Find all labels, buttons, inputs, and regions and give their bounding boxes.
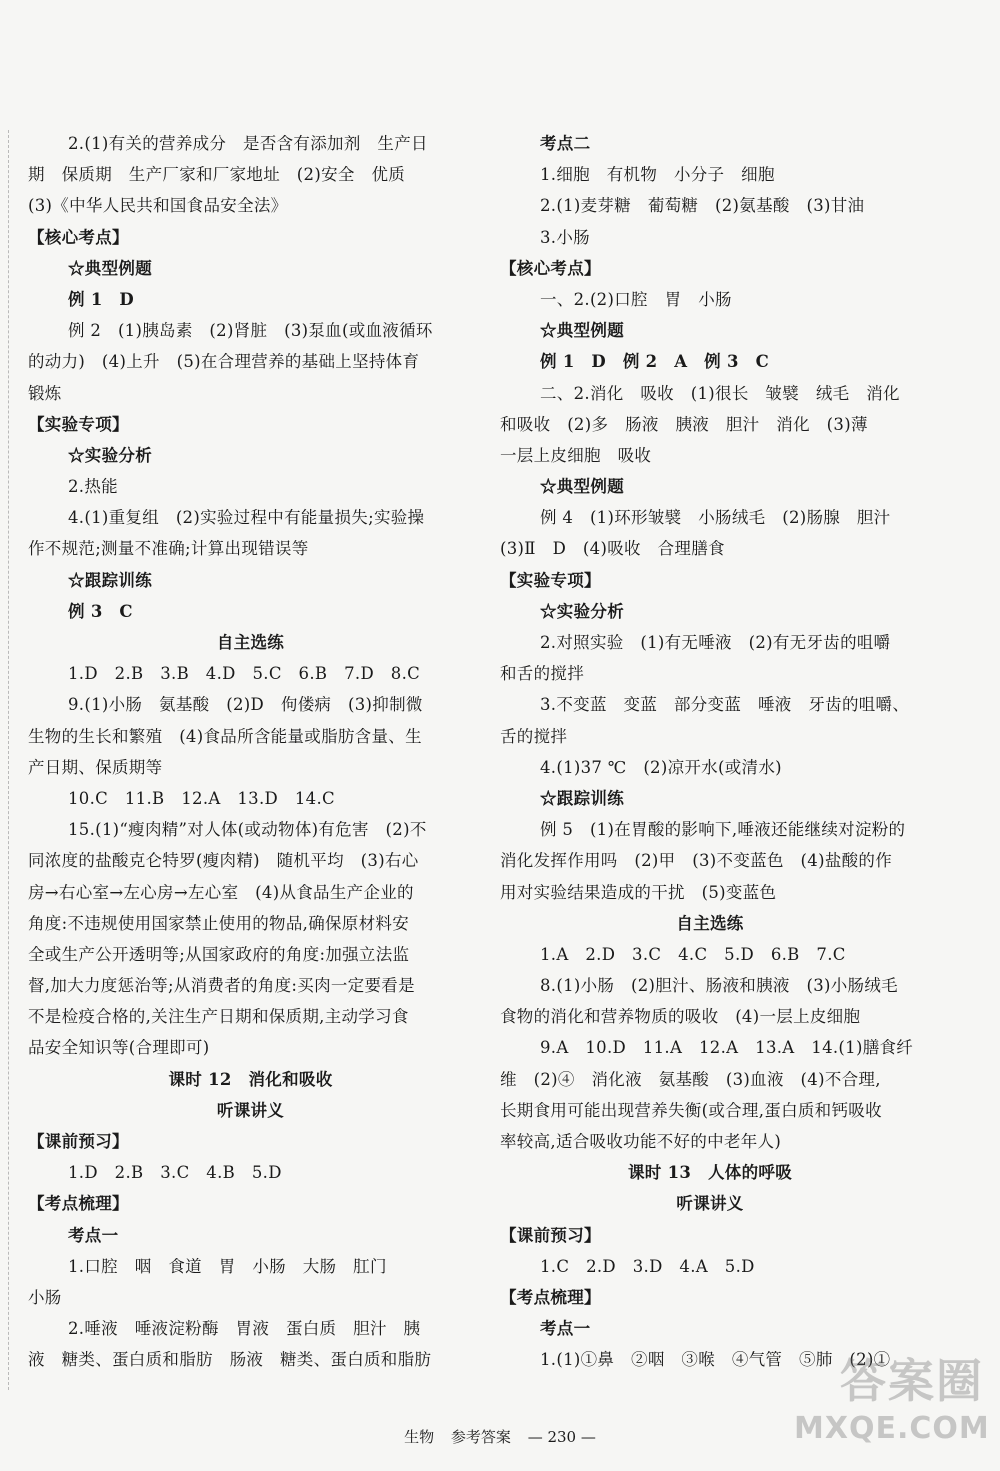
left-column-line: 【核心考点】 (28, 227, 129, 247)
right-column-line: 考点一 (540, 1319, 591, 1339)
right-column-line: 例 1 D 例 2 A 例 3 C (540, 352, 770, 372)
left-column-line: 1.口腔 咽 食道 胃 小肠 大肠 肛门 (68, 1256, 387, 1276)
left-column-line: 15.(1)“瘦肉精”对人体(或动物体)有危害 (2)不 (68, 820, 427, 840)
left-column-line: 的动力) (4)上升 (5)在合理营养的基础上坚持体育 (28, 352, 420, 372)
left-column-line: 2.(1)有关的营养成分 是否含有添加剂 生产日 (68, 134, 428, 153)
right-column-line: 自主选练 (676, 913, 744, 933)
footer-subject: 生物 (404, 1428, 435, 1446)
right-column-line: 4.(1)37 ℃ (2)凉开水(或清水) (540, 757, 782, 777)
watermark-bottom: MXQE.COM (794, 1411, 990, 1446)
left-column-line: (3)《中华人民共和国食品安全法》 (28, 196, 288, 216)
left-column-line: 听课讲义 (216, 1100, 285, 1120)
right-column-line: 2.对照实验 (1)有无唾液 (2)有无牙齿的咀嚼 (540, 633, 891, 652)
left-column-line: 4.(1)重复组 (2)实验过程中有能量损失;实验操 (68, 508, 425, 528)
left-column-line: 自主选练 (216, 633, 285, 652)
right-column-line: 维 (2)④ 消化液 氨基酸 (3)血液 (4)不合理, (500, 1069, 881, 1089)
left-column-line: 【考点梳理】 (28, 1194, 129, 1214)
right-column-line: 1.(1)①鼻 ②咽 ③喉 ④气管 ⑤肺 (2)① (540, 1350, 891, 1370)
right-column-line: 9.A 10.D 11.A 12.A 13.A 14.(1)膳食纤 (540, 1038, 914, 1058)
left-column (28, 128, 473, 1376)
right-column-line: ☆实验分析 (540, 601, 624, 621)
right-column-line: 【课前预习】 (500, 1225, 601, 1245)
right-column-line: (3)Ⅱ D (4)吸收 合理膳食 (500, 539, 725, 559)
left-column-line: ☆典型例题 (68, 258, 152, 278)
right-column-line: ☆典型例题 (540, 477, 624, 497)
right-column-line: 3.小肠 (540, 227, 590, 247)
right-column-line: 二、2.消化 吸收 (1)很长 皱襞 绒毛 消化 (540, 383, 900, 403)
left-column-line: 作不规范;测量不准确;计算出现错误等 (28, 539, 309, 559)
left-column-line: 课时 12 消化和吸收 (168, 1069, 333, 1089)
left-column-line: ☆跟踪训练 (68, 570, 152, 590)
right-column-line: 【核心考点】 (500, 258, 601, 278)
left-column-line: 9.(1)小肠 氨基酸 (2)D 佝偻病 (3)抑制微 (68, 695, 423, 715)
right-column-line: 率较高,适合吸收功能不好的中老年人) (500, 1132, 782, 1151)
left-column-line: 例 3 C (68, 601, 133, 621)
right-column-line: 1.A 2.D 3.C 4.C 5.D 6.B 7.C (540, 944, 846, 964)
right-column (500, 128, 920, 1376)
left-column-line: 不是检疫合格的,关注生产日期和保质期,主动学习食 (28, 1007, 409, 1027)
right-column-line: 考点二 (540, 134, 591, 153)
left-column-line: 1.D 2.B 3.B 4.D 5.C 6.B 7.D 8.C (68, 664, 421, 684)
left-column-line: 产日期、保质期等 (28, 757, 163, 777)
left-column-line: 液 糖类、蛋白质和脂肪 肠液 糖类、蛋白质和脂肪 (28, 1350, 432, 1370)
left-column-line: ☆实验分析 (68, 445, 152, 465)
right-column-line: 舌的搅拌 (500, 726, 568, 746)
right-column-line: 食物的消化和营养物质的吸收 (4)一层上皮细胞 (500, 1007, 861, 1027)
left-column-line: 【课前预习】 (28, 1132, 129, 1151)
left-column-line: 房→右心室→左心房→左心室 (4)从食品生产企业的 (28, 882, 414, 902)
right-column-line: 一层上皮细胞 吸收 (500, 445, 652, 465)
right-column-line: 【考点梳理】 (500, 1287, 601, 1307)
right-column-line: 1.C 2.D 3.D 4.A 5.D (540, 1256, 755, 1276)
right-column-line: 课时 13 人体的呼吸 (627, 1163, 792, 1183)
footer-label: 参考答案 (450, 1428, 511, 1446)
left-column-line: 期 保质期 生产厂家和厂家地址 (2)安全 优质 (28, 165, 406, 185)
left-column-line: 【实验专项】 (28, 414, 129, 434)
right-column-line: 1.细胞 有机物 小分子 细胞 (540, 165, 775, 185)
left-column-line: 2.唾液 唾液淀粉酶 胃液 蛋白质 胆汁 胰 (68, 1319, 421, 1339)
right-column-line: 长期食用可能出现营养失衡(或合理,蛋白质和钙吸收 (500, 1100, 882, 1120)
right-column-line: ☆跟踪训练 (540, 788, 624, 808)
right-column-line: 一、2.(2)口腔 胃 小肠 (540, 289, 732, 309)
left-column-line: 例 1 D (68, 289, 135, 309)
right-column-line: 2.(1)麦芽糖 葡萄糖 (2)氨基酸 (3)甘油 (540, 196, 865, 216)
left-column-line: 生物的生长和繁殖 (4)食品所含能量或脂肪含量、生 (28, 726, 422, 746)
left-column-line: 品安全知识等(合理即可) (28, 1038, 210, 1058)
left-column-line: 例 2 (1)胰岛素 (2)肾脏 (3)泵血(或血液循环 (68, 321, 433, 341)
left-column-line: 1.D 2.B 3.C 4.B 5.D (68, 1163, 282, 1183)
right-column-line: ☆典型例题 (540, 321, 624, 341)
left-column-line: 10.C 11.B 12.A 13.D 14.C (68, 788, 335, 808)
left-column-line: 督,加大力度惩治等;从消费者的角度:买肉一定要看是 (28, 976, 415, 996)
right-column-line: 例 4 (1)环形皱襞 小肠绒毛 (2)肠腺 胆汁 (540, 508, 891, 528)
right-column-line: 用对实验结果造成的干扰 (5)变蓝色 (500, 882, 777, 902)
right-column-line: 8.(1)小肠 (2)胆汁、肠液和胰液 (3)小肠绒毛 (540, 976, 898, 996)
left-column-line: 考点一 (68, 1225, 119, 1245)
right-column-line: 例 5 (1)在胃酸的影响下,唾液还能继续对淀粉的 (540, 820, 906, 840)
watermark-top: 答案圈 (840, 1354, 984, 1408)
left-column-line: 全或生产公开透明等;从国家政府的角度:加强立法监 (28, 944, 410, 964)
left-column-line: 小肠 (28, 1287, 62, 1307)
right-column-line: 和吸收 (2)多 肠液 胰液 胆汁 消化 (3)薄 (500, 414, 868, 434)
page-margin-line (8, 130, 9, 1390)
right-column-line: 【实验专项】 (500, 570, 601, 590)
right-column-line: 听课讲义 (676, 1194, 744, 1214)
left-column-line: 锻炼 (28, 383, 62, 403)
left-column-line: 2.热能 (68, 477, 118, 497)
footer-page-number: — 230 — (527, 1428, 596, 1446)
left-column-line: 同浓度的盐酸克仑特罗(瘦肉精) 随机平均 (3)右心 (28, 851, 419, 871)
right-column-line: 和舌的搅拌 (500, 664, 584, 684)
right-column-line: 消化发挥作用吗 (2)甲 (3)不变蓝色 (4)盐酸的作 (500, 851, 893, 871)
left-column-line: 角度:不违规使用国家禁止使用的物品,确保原材料安 (28, 913, 410, 933)
watermark-logo (794, 1353, 990, 1463)
right-column-line: 3.不变蓝 变蓝 部分变蓝 唾液 牙齿的咀嚼、 (540, 695, 910, 715)
